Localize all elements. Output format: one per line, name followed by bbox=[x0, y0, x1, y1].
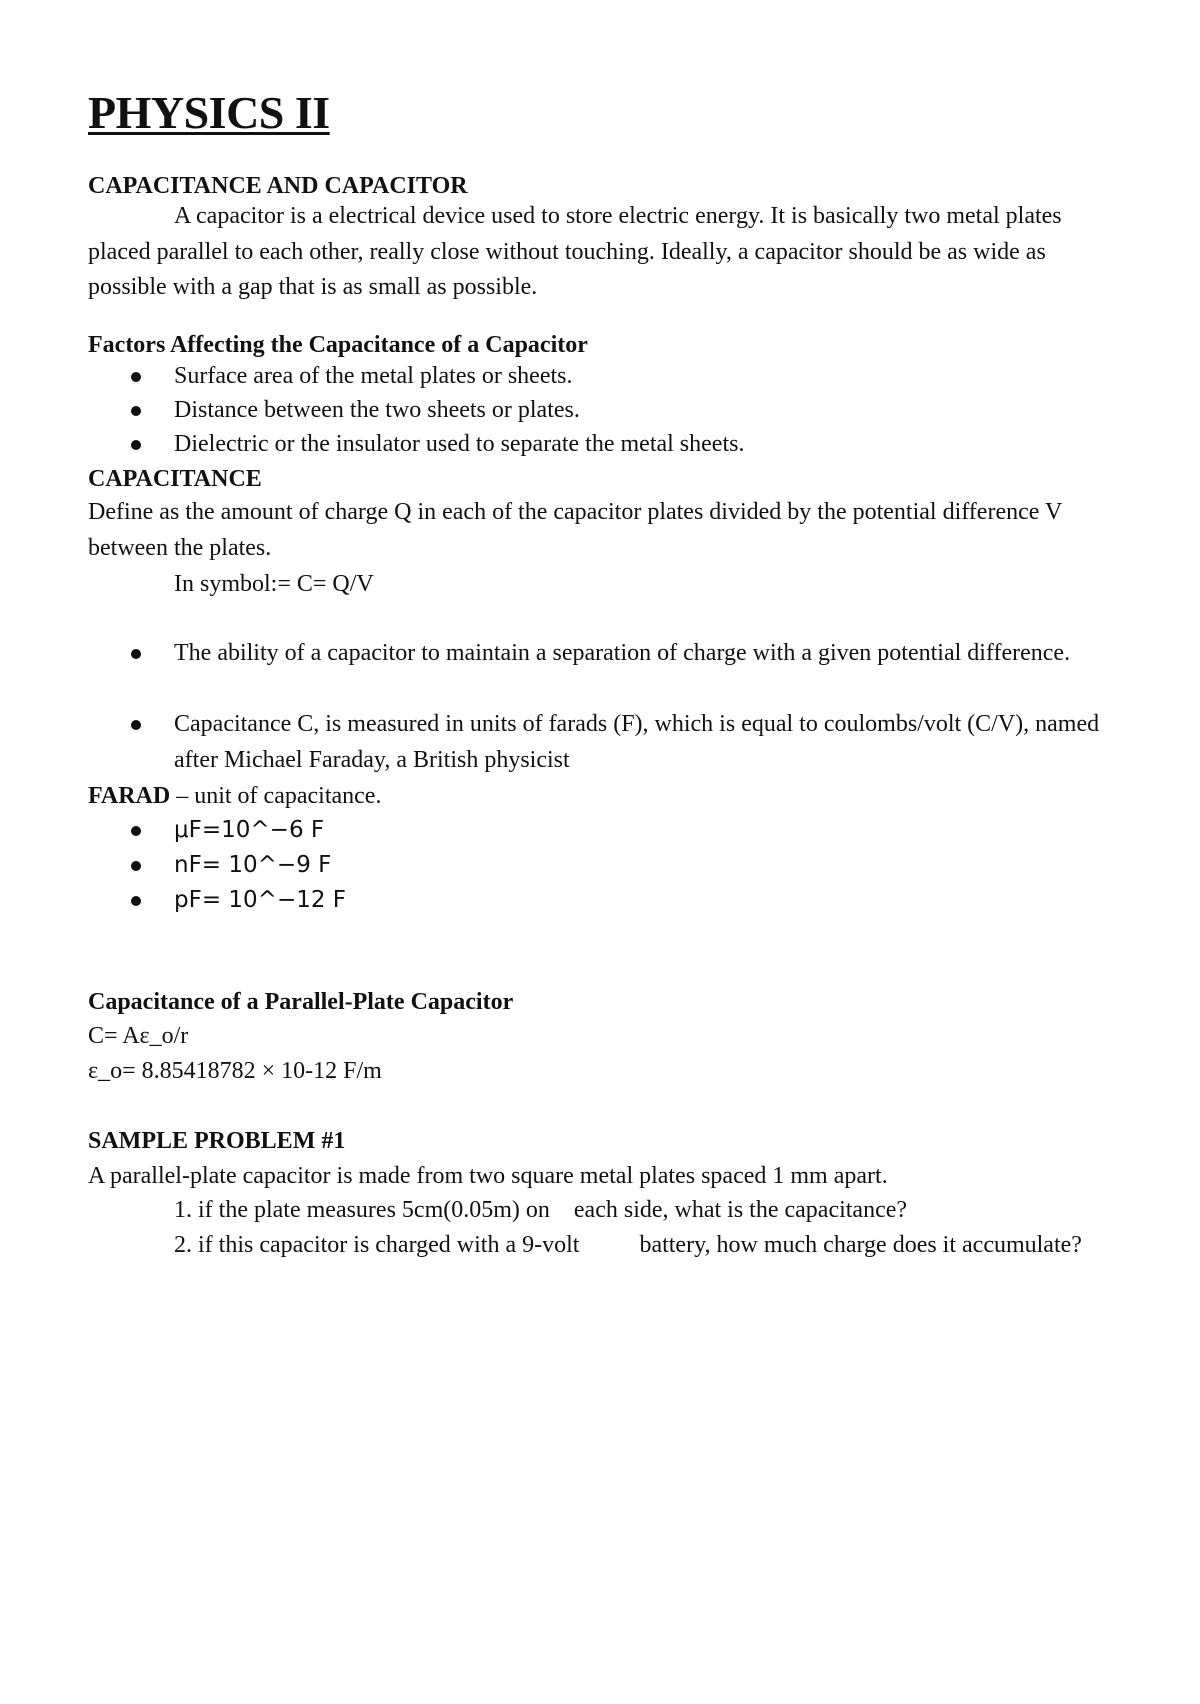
bullet-icon bbox=[131, 406, 141, 416]
section-heading-capacitance-and-capacitor: CAPACITANCE AND CAPACITOR bbox=[88, 173, 468, 199]
factor-item-text: Distance between the two sheets or plates. bbox=[174, 397, 580, 423]
permittivity-constant: ε_o= 8.854187​82 × 10-12 F/m bbox=[88, 1058, 382, 1084]
capacitance-item-text: Capacitance C, is measured in units of farads (F), which is equal to coulombs/volt (C/V), named after Michael Faraday, a British physicist bbox=[174, 711, 1100, 773]
capacitance-definition: Define as the amount of charge Q in each of the capacitor plates divided by the potential difference V between the plates. bbox=[88, 499, 1062, 561]
capacitor-paragraph bbox=[88, 199, 1118, 306]
factor-item-text: Surface area of the metal plates or sheets. bbox=[174, 363, 573, 389]
farad-item-text: μF=10^−6 F bbox=[174, 817, 325, 843]
capacitance-heading: CAPACITANCE bbox=[88, 466, 262, 492]
capacitance-item-text: The ability of a capacitor to maintain a separation of charge with a given potential difference. bbox=[174, 640, 1071, 666]
sample-question-2: 2. if this capacitor is charged with a 9-volt battery, how much charge does it accumulate? bbox=[174, 1232, 1082, 1258]
farad-description: – unit of capacitance. bbox=[170, 783, 382, 809]
farad-item-text: pF= 10^−12 F bbox=[174, 887, 347, 913]
farad-term: FARAD bbox=[88, 783, 171, 809]
bullet-icon bbox=[131, 826, 141, 836]
factors-heading: Factors Affecting the Capacitance of a Capacitor bbox=[88, 332, 588, 358]
page-title: PHYSICS II bbox=[88, 87, 330, 138]
sample-problem-statement: A parallel-plate capacitor is made from two square metal plates spaced 1 mm apart. bbox=[88, 1163, 888, 1189]
farad-item-text: nF= 10^−9 F bbox=[174, 852, 332, 878]
capacitor-paragraph-text: A capacitor is a electrical device used to store electric energy. It is basically two metal plates placed parallel to each other, really close without touching. Ideally, a capacitor should be as wide as possible with a gap that is as small as possible. bbox=[88, 203, 1062, 300]
bullet-icon bbox=[131, 440, 141, 450]
sample-problem-heading: SAMPLE PROBLEM #1 bbox=[88, 1128, 346, 1154]
farad-line bbox=[88, 778, 381, 814]
bullet-icon bbox=[131, 720, 141, 730]
bullet-icon bbox=[131, 372, 141, 382]
parallel-plate-formula: C= Aε_o/r bbox=[88, 1023, 189, 1049]
factor-item-text: Dielectric or the insulator used to separate the metal sheets. bbox=[174, 431, 745, 457]
bullet-icon bbox=[131, 896, 141, 906]
sample-question-1: 1. if the plate measures 5cm(0.05m) on each side, what is the capacitance? bbox=[174, 1197, 908, 1223]
bullet-icon bbox=[131, 649, 141, 659]
parallel-plate-heading: Capacitance of a Parallel-Plate Capacitor bbox=[88, 989, 514, 1015]
capacitance-symbol-line: In symbol:= C= Q/V bbox=[174, 571, 374, 597]
bullet-icon bbox=[131, 861, 141, 871]
